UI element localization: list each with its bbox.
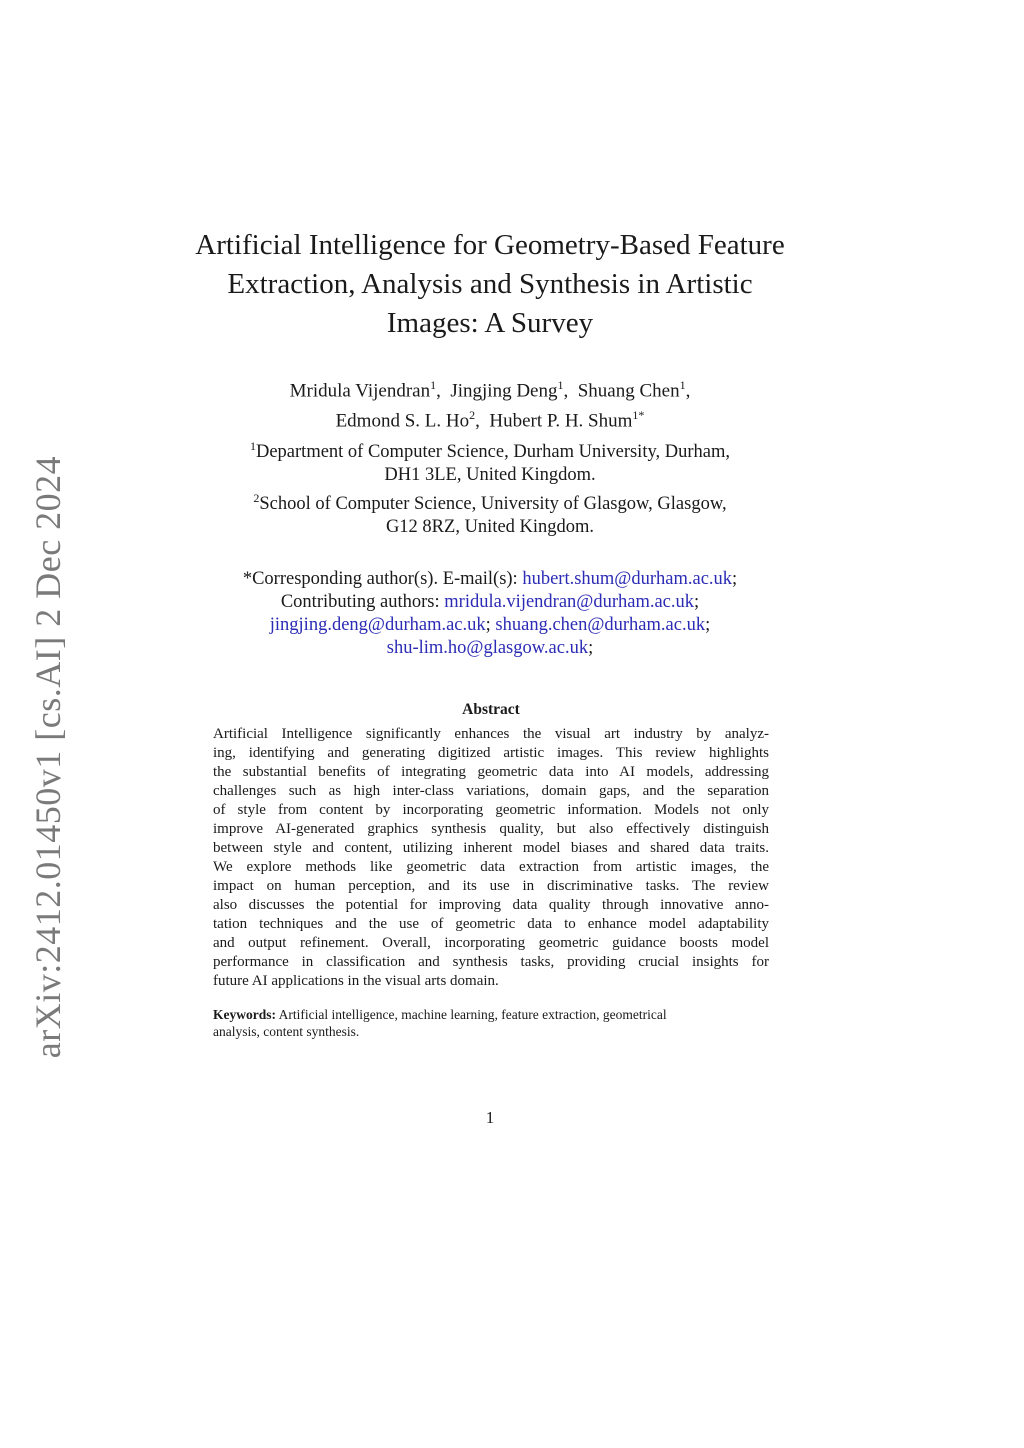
- email-link[interactable]: hubert.shum@durham.ac.uk: [522, 569, 733, 589]
- corresponding-label: *Corresponding author(s). E-mail(s):: [242, 569, 518, 589]
- author-list: Mridula Vijendran$^1$, Jingjing Deng$^1$, Shuang Chen$^1$, Edmond S. L. Ho$^2$, Hubert P. H. Shum$^{1*}$: [289, 378, 691, 432]
- abstract-line: Artificial Intelligence significantly enhances the visual art industry by analyz-: [213, 726, 769, 742]
- contributing-label: Contributing authors:: [280, 592, 440, 612]
- correspondence-block: *Corresponding author(s). E-mail(s): hubert.shum@durham.ac.uk; Contributing authors: mridula.vijendran@durham.ac.uk; jingjing.deng@durham.ac.uk; shuang.chen@durham.ac.uk; shu-lim.ho@glasgow.ac.uk;: [242, 569, 738, 658]
- author-name: Edmond S. L. Ho: [335, 410, 470, 432]
- title-line: Images: A Survey: [386, 307, 594, 339]
- arxiv-identifier: arXiv:2412.01450v1 [cs.AI] 2 Dec 2024: [28, 455, 68, 1059]
- abstract-line: of style from content by incorporating geometric information. Models not only: [213, 802, 769, 818]
- abstract-line: impact on human perception, and its use in discriminative tasks. The review: [213, 878, 769, 894]
- author-affiliation-mark: 1: [430, 378, 437, 392]
- keywords-text: Artificial intelligence, machine learning, feature extraction, geometrical: [278, 1007, 667, 1022]
- affiliation-2: $^2$School of Computer Science, University of Glasgow, Glasgow,: [253, 491, 727, 515]
- abstract-line: challenges such as high inter-class variations, domain gaps, and the separation: [213, 783, 769, 799]
- author-affiliation-mark: 1: [557, 378, 564, 392]
- abstract-line: the substantial benefits of integrating geometric data into AI models, addressing: [213, 764, 769, 780]
- author-name: Jingjing Deng: [450, 380, 558, 402]
- abstract-line: between style and content, utilizing inherent model biases and shared data traits.: [213, 840, 769, 856]
- author-affiliation-mark: 1*: [632, 408, 645, 423]
- title-line: Extraction, Analysis and Synthesis in Artistic: [227, 268, 753, 300]
- abstract-line: improve AI-generated graphics synthesis quality, but also effectively distinguish: [213, 821, 769, 837]
- email-link[interactable]: shu-lim.ho@glasgow.ac.uk: [386, 638, 589, 658]
- author-affiliation-mark: 1: [679, 378, 686, 392]
- email-link[interactable]: shuang.chen@durham.ac.uk: [495, 615, 706, 635]
- keywords: [213, 1006, 769, 1040]
- keywords-text: analysis, content synthesis.: [213, 1024, 360, 1039]
- abstract-line: ing, identifying and generating digitized artistic images. This review highlights: [213, 745, 769, 761]
- affiliation-1: $^1$Department of Computer Science, Durham University, Durham,: [249, 439, 731, 463]
- title-line: Artificial Intelligence for Geometry-Based Feature: [195, 229, 785, 261]
- email-link[interactable]: mridula.vijendran@durham.ac.uk: [444, 592, 695, 612]
- abstract-line: and output refinement. Overall, incorporating geometric guidance boosts model: [213, 935, 769, 951]
- abstract-body: [213, 725, 769, 991]
- paper-title: [170, 226, 810, 343]
- affiliations: $^1$Department of Computer Science, Durham University, Durham, DH1 3LE, United Kingdom. $^2$School of Computer Science, University of Glasgow, Glasgow, G12 8RZ, United Kingdom.: [170, 435, 810, 539]
- page-number: 1: [485, 1108, 495, 1127]
- abstract-line: performance in classification and synthesis tasks, providing crucial insights for: [213, 954, 769, 970]
- author-name: Hubert P. H. Shum: [489, 410, 633, 432]
- abstract-line: future AI applications in the visual arts domain.: [213, 973, 499, 989]
- author-name: Shuang Chen: [577, 380, 680, 402]
- abstract-line: tation techniques and the use of geometric data to enhance model adaptability: [213, 916, 769, 932]
- abstract-heading: Abstract: [462, 701, 520, 718]
- abstract-line: We explore methods like geometric data extraction from artistic images, the: [213, 859, 769, 875]
- keywords-label: Keywords:: [213, 1007, 276, 1022]
- email-link[interactable]: jingjing.deng@durham.ac.uk: [269, 615, 486, 635]
- author-affiliation-mark: 2: [469, 408, 476, 423]
- author-name: Mridula Vijendran: [289, 380, 431, 402]
- abstract-line: also discusses the potential for improving data quality through innovative anno-: [213, 897, 769, 913]
